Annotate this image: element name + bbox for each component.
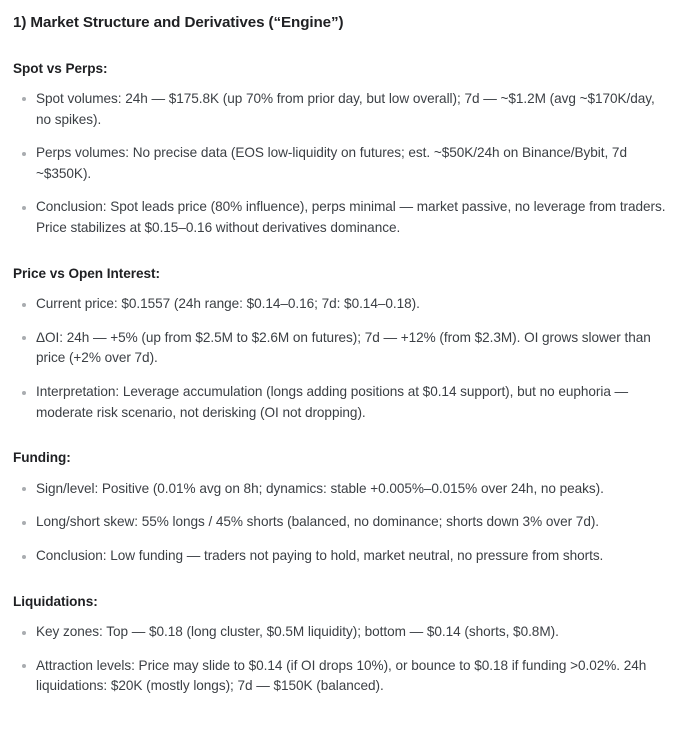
bullet-list-funding	[13, 479, 672, 567]
bullet-dot-icon	[22, 303, 26, 307]
list-item	[13, 546, 672, 567]
section-heading-liquidations: Liquidations:	[13, 593, 98, 609]
list-item-text: Conclusion: Spot leads price (80% influence), perps minimal — market passive, no leverage from traders. Price stabilizes at $0.15–0.16 without derivatives dominance.	[36, 199, 666, 236]
list-item	[13, 382, 672, 423]
bullet-dot-icon	[22, 664, 26, 668]
list-item-text: Current price: $0.1557 (24h range: $0.14–0.16; 7d: $0.14–0.18).	[36, 296, 420, 312]
bullet-dot-icon	[22, 631, 26, 635]
list-item	[13, 294, 672, 315]
list-item	[13, 479, 672, 500]
list-item-text: Key zones: Top — $0.18 (long cluster, $0.5M liquidity); bottom — $0.14 (shorts, $0.8M).	[36, 624, 559, 640]
section-heading-spot-vs-perps: Spot vs Perps:	[13, 60, 108, 76]
bullet-dot-icon	[22, 555, 26, 559]
page-title: 1) Market Structure and Derivatives (“Engine”)	[13, 14, 344, 31]
bullet-dot-icon	[22, 206, 26, 210]
list-item-text: Long/short skew: 55% longs / 45% shorts (balanced, no dominance; shorts down 3% over 7d).	[36, 514, 600, 530]
list-item	[13, 622, 672, 643]
bullet-dot-icon	[22, 391, 26, 395]
list-item-text: Perps volumes: No precise data (EOS low-liquidity on futures; est. ~$50K/24h on Binance/Bybit, 7d ~$350K).	[36, 145, 627, 181]
list-item-text: Conclusion: Low funding — traders not paying to hold, market neutral, no pressure from shorts.	[36, 548, 604, 564]
list-item	[13, 512, 672, 533]
list-item	[13, 89, 672, 130]
bullet-dot-icon	[22, 521, 26, 525]
list-item-text: Interpretation: Leverage accumulation (longs adding positions at $0.14 support), but no euphoria — moderate risk scenario, not derisking (OI not dropping).	[36, 384, 629, 420]
list-item-text: Spot volumes: 24h — $175.8K (up 70% from prior day, but low overall); 7d — ~$1.2M (avg ~$170K/day, no spikes).	[36, 90, 655, 127]
list-item-text: ΔOI: 24h — +5% (up from $2.5M to $2.6M on futures); 7d — +12% (from $2.3M). OI grows slower than price (+2% over 7d).	[36, 329, 651, 366]
bullet-list-spot-vs-perps	[13, 89, 672, 239]
bullet-dot-icon	[22, 336, 26, 340]
list-item	[13, 328, 672, 369]
list-item-text: Attraction levels: Price may slide to $0.14 (if OI drops 10%), or bounce to $0.18 if funding >0.02%. 24h liquidations: $20K (mostly longs); 7d — $150K (balanced).	[36, 657, 647, 694]
list-item	[13, 656, 672, 697]
list-item	[13, 197, 672, 238]
bullet-dot-icon	[22, 97, 26, 101]
bullet-list-price-vs-open-interest	[13, 294, 672, 423]
section-heading-price-vs-open-interest: Price vs Open Interest:	[13, 265, 160, 281]
bullet-dot-icon	[22, 152, 26, 156]
list-item-text: Sign/level: Positive (0.01% avg on 8h; dynamics: stable +0.005%–0.015% over 24h, no peaks).	[36, 480, 604, 496]
section-heading-funding: Funding:	[13, 450, 71, 466]
bullet-dot-icon	[22, 487, 26, 491]
bullet-list-liquidations	[13, 622, 672, 697]
list-item	[13, 143, 672, 184]
